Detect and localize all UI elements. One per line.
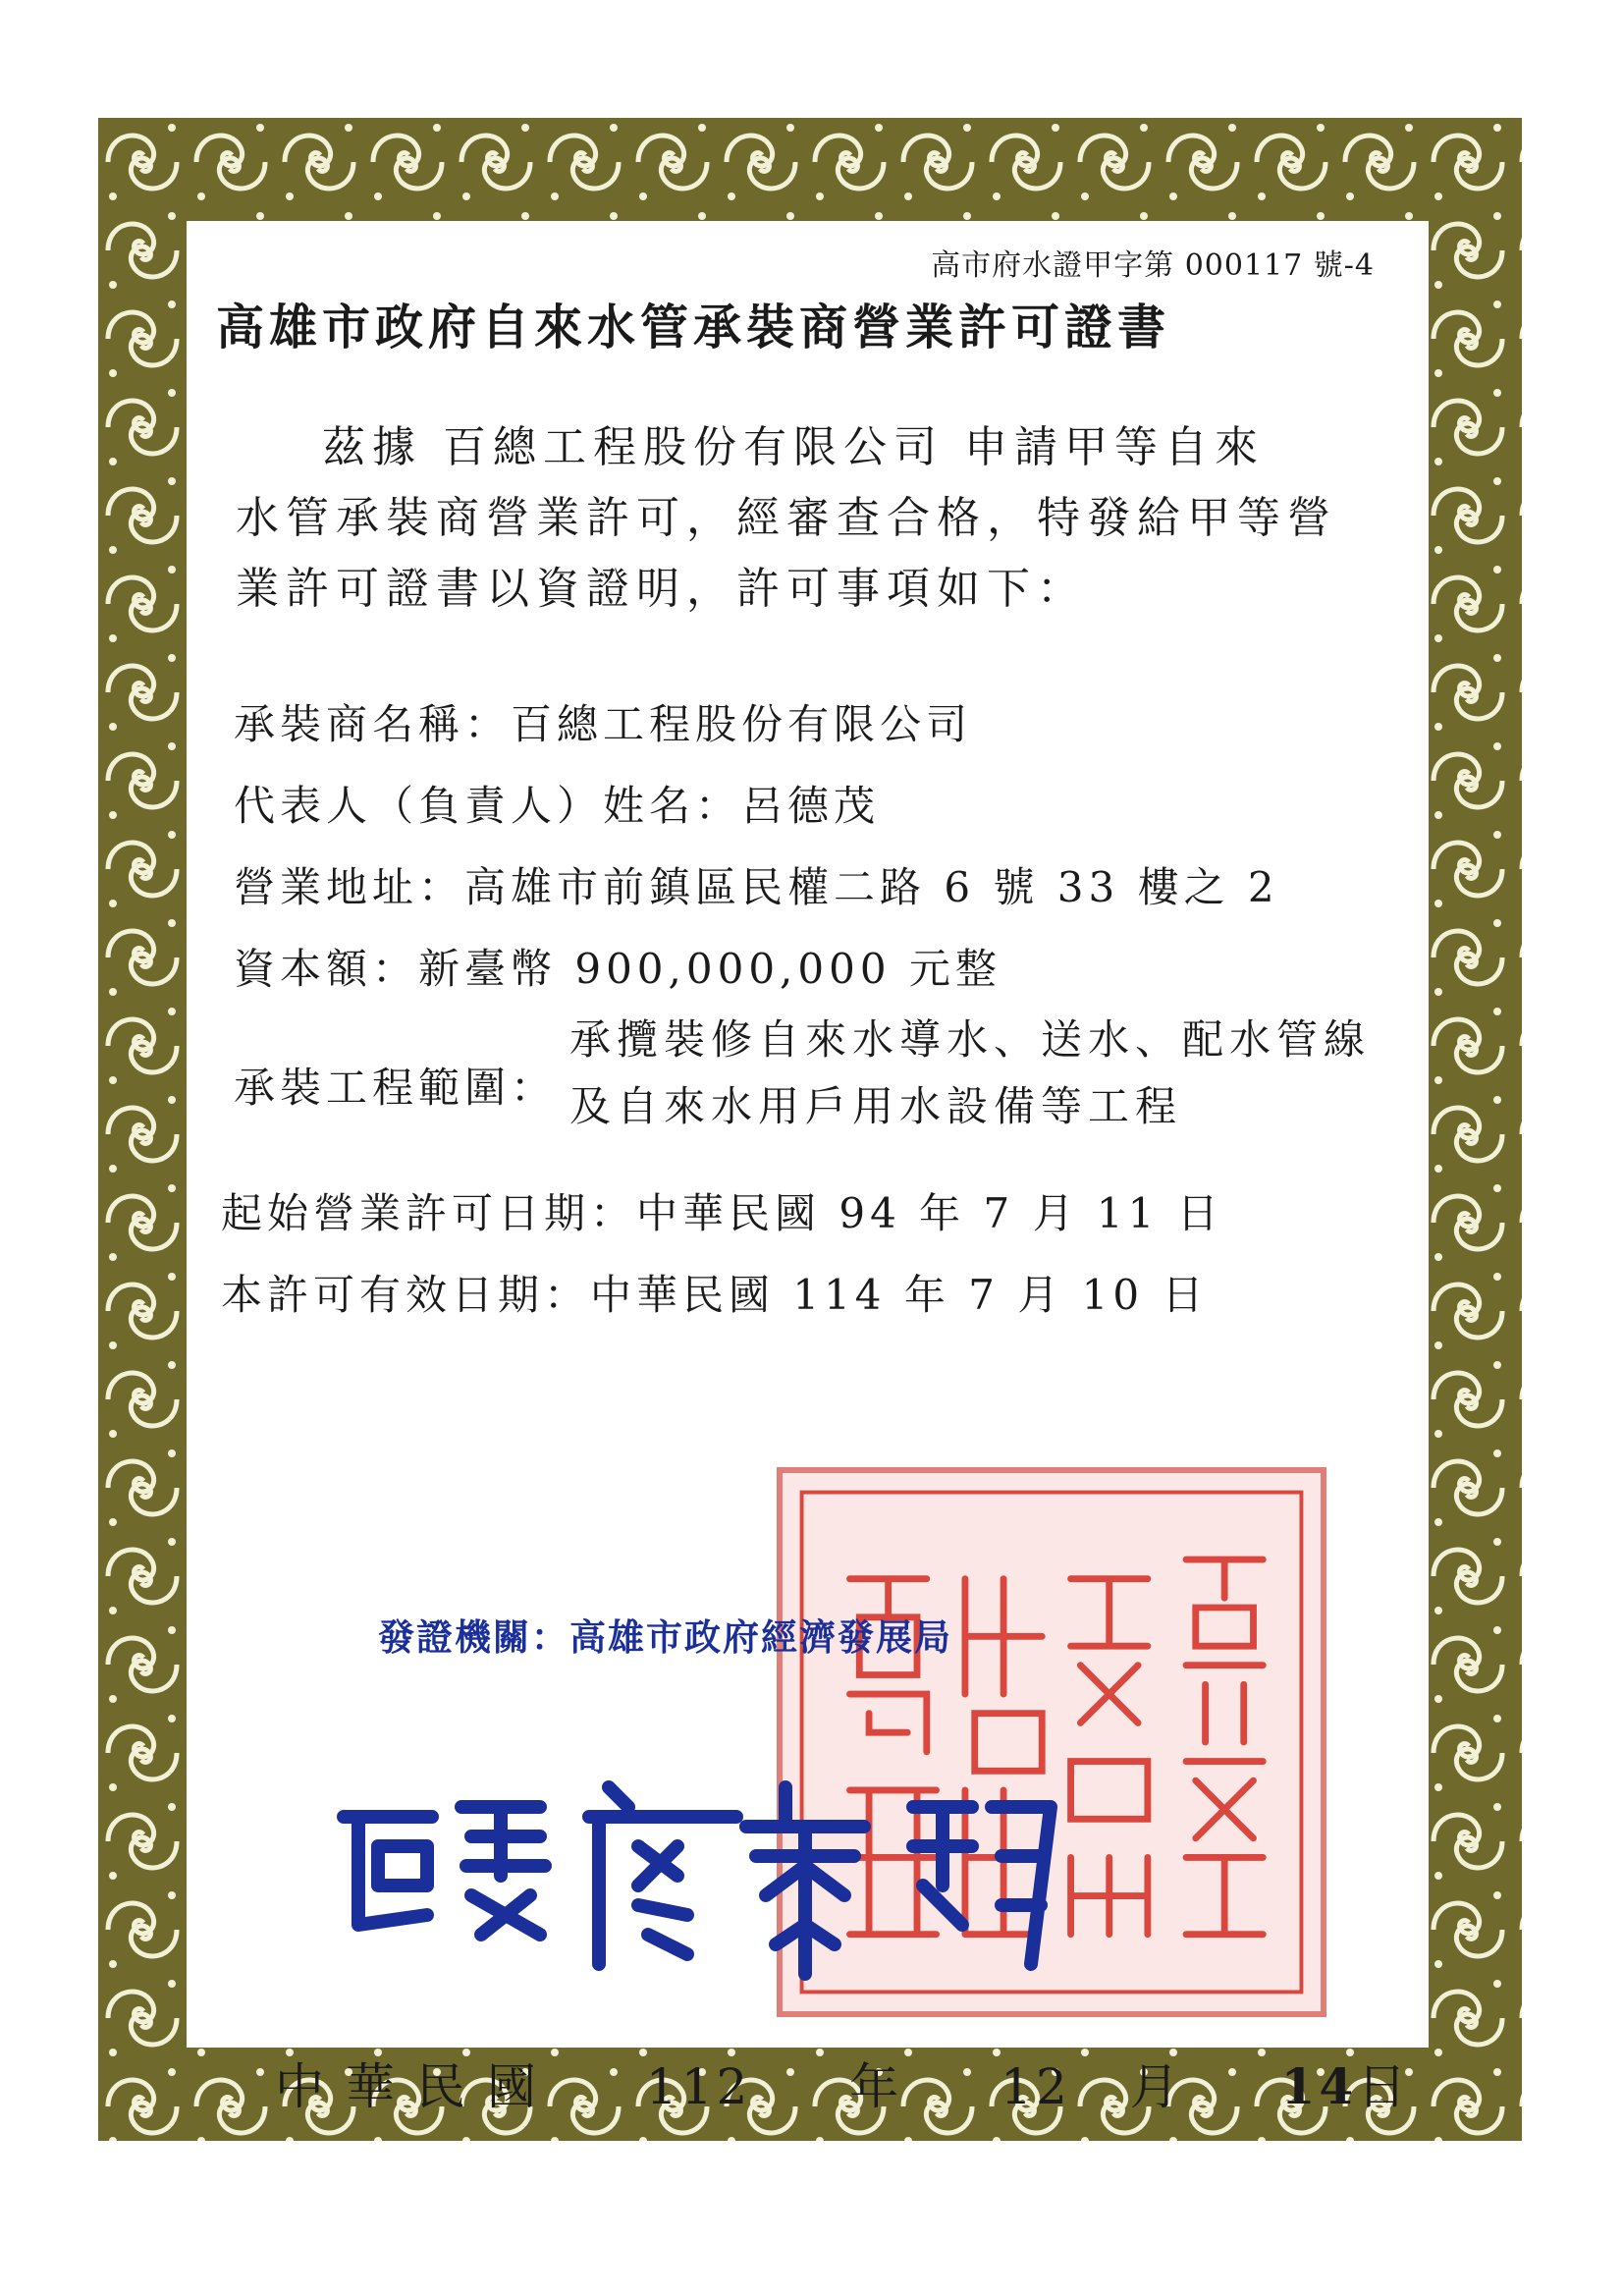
field-value: 新臺幣 900,000,000 元整 [418,945,1001,993]
field-label: 起始營業許可日期： [221,1189,637,1237]
issue-date-day-unit: 日 [1357,2058,1411,2115]
scope-line-1: 承攬裝修自來水導水、送水、配水管線 [569,1015,1372,1064]
field-scope-label: 承裝工程範圍： [234,1064,558,1112]
issue-date-year: 112 [645,2058,752,2115]
field-value: 中華民國 94 年 7 月 11 日 [636,1189,1223,1237]
issue-date [275,2048,1410,2118]
field-value: 呂德茂 [741,782,881,830]
field-scope-value [569,1007,1371,1140]
field-representative [234,774,880,833]
field-start-date [221,1181,1223,1240]
issue-date-month-unit: 月 [1129,2058,1183,2115]
field-label: 營業地址： [234,863,465,911]
scope-line-2: 及自來水用戶用水設備等工程 [569,1082,1183,1130]
certificate-body [236,412,1394,625]
body-line-2: 水管承裝商營業許可，經審查合格，特發給甲等營 [236,493,1337,543]
issuer-label: 發證機關： [378,1616,569,1659]
field-valid-date [221,1263,1208,1322]
director-signature [324,1748,1090,1984]
signature-graphic [324,1748,1090,1984]
certificate-title: 高雄市政府自來水管承裝商營業許可證書 [216,299,1171,355]
field-label: 本許可有效日期： [221,1271,591,1319]
issue-date-month: 12 [1001,2058,1071,2115]
field-value: 百總工程股份有限公司 [511,700,973,748]
field-label: 代表人（負責人）姓名： [234,782,742,830]
body-line-3: 業許可證書以資證明，許可事項如下： [236,564,1087,614]
field-capital [234,937,1001,996]
issue-date-era: 中華民國 [275,2058,558,2115]
issue-date-day: 14 [1280,2057,1358,2115]
certificate-number: 高市府水證甲字第 000117 號-4 [931,248,1375,283]
field-value: 中華民國 114 年 7 月 10 日 [590,1271,1209,1319]
field-label: 承裝商名稱： [234,700,512,748]
field-value: 高雄市前鎮區民權二路 6 號 33 樓之 2 [464,863,1279,911]
certificate-paper [187,221,1429,2115]
issuer [378,1608,952,1661]
issue-date-year-unit: 年 [849,2058,903,2115]
body-line-1: 茲據 百總工程股份有限公司 申請甲等自來 [322,422,1265,472]
field-address [234,855,1279,914]
field-label: 資本額： [234,945,419,993]
field-contractor-name [234,692,972,751]
issuer-value: 高雄市政府經濟發展局 [569,1616,952,1659]
